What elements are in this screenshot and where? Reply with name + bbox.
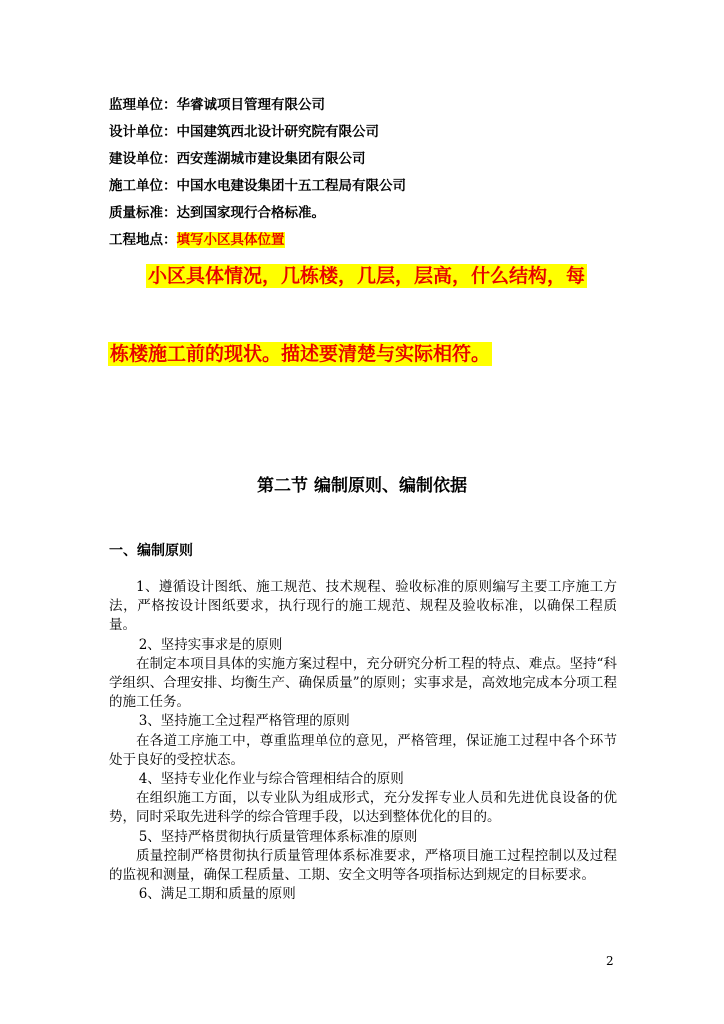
principle-para: 在制定本项目具体的实施方案过程中，充分研究分析工程的特点、难点。坚持“科学组织、合理安排、均衡生产、确保质量”的原则；实事求是，高效地完成本分项工程的施工任务。	[109, 655, 617, 711]
principle-heading: 3、坚持施工全过程严格管理的原则	[138, 713, 350, 730]
page-number: 2	[606, 954, 614, 968]
principle-para: 1、遵循设计图纸、施工规范、技术规程、验收标准的原则编写主要工序施工方法，严格按设计图纸要求，执行现行的施工规范、规程及验收标准，以确保工程质量。	[109, 579, 617, 634]
notice-line-1: 小区具体情况，几栋楼，几层，层高，什么结构，每	[148, 265, 586, 287]
quality-label: 质量标准：	[109, 205, 177, 221]
quality-value: 达到国家现行合格标准。	[176, 205, 325, 221]
designer-line	[109, 123, 379, 141]
supervisor-label: 监理单位：	[109, 97, 177, 113]
owner-value: 西安莲湖城市建设集团有限公司	[176, 151, 366, 167]
contractor-line	[109, 177, 406, 195]
principles-body	[109, 578, 617, 904]
principle-para: 在各道工序施工中，尊重监理单位的意见，严格管理，保证施工过程中各个环节处于良好的受控状态。	[109, 732, 617, 768]
designer-label: 设计单位：	[109, 124, 177, 140]
principle-heading: 5、坚持严格贯彻执行质量管理体系标准的原则	[138, 828, 418, 845]
quality-line	[109, 204, 325, 222]
owner-line	[109, 150, 366, 168]
principle-heading: 4、坚持专业化作业与综合管理相结合的原则	[138, 771, 404, 788]
principle-heading: 2、坚持实事求是的原则	[138, 636, 283, 653]
principle-para: 在组织施工方面，以专业队为组成形式，充分发挥专业人员和先进优良设备的优势，同时采取先进科学的综合管理手段，以达到整体优化的目的。	[109, 790, 617, 826]
subsection-title: 一、编制原则	[109, 543, 193, 559]
location-label: 工程地点：	[109, 232, 177, 248]
section-title: 第二节 编制原则、编制依据	[257, 476, 467, 496]
supervisor-value: 华睿诚项目管理有限公司	[176, 97, 325, 113]
contractor-label: 施工单位：	[109, 178, 177, 194]
contractor-value: 中国水电建设集团十五工程局有限公司	[176, 178, 406, 194]
designer-value: 中国建筑西北设计研究院有限公司	[176, 124, 379, 140]
owner-label: 建设单位：	[109, 151, 177, 167]
notice-line-2: 栋楼施工前的现状。描述要清楚与实际相符。	[110, 343, 491, 365]
principle-para: 质量控制严格贯彻执行质量管理体系标准要求，严格项目施工过程控制以及过程的监视和测量，确保工程质量、工期、安全文明等各项指标达到规定的目标要求。	[109, 847, 617, 884]
supervisor-line	[109, 96, 325, 114]
principle-heading: 6、满足工期和质量的原则	[138, 886, 296, 903]
location-line	[109, 231, 285, 249]
location-value: 填写小区具体位置	[176, 232, 285, 248]
